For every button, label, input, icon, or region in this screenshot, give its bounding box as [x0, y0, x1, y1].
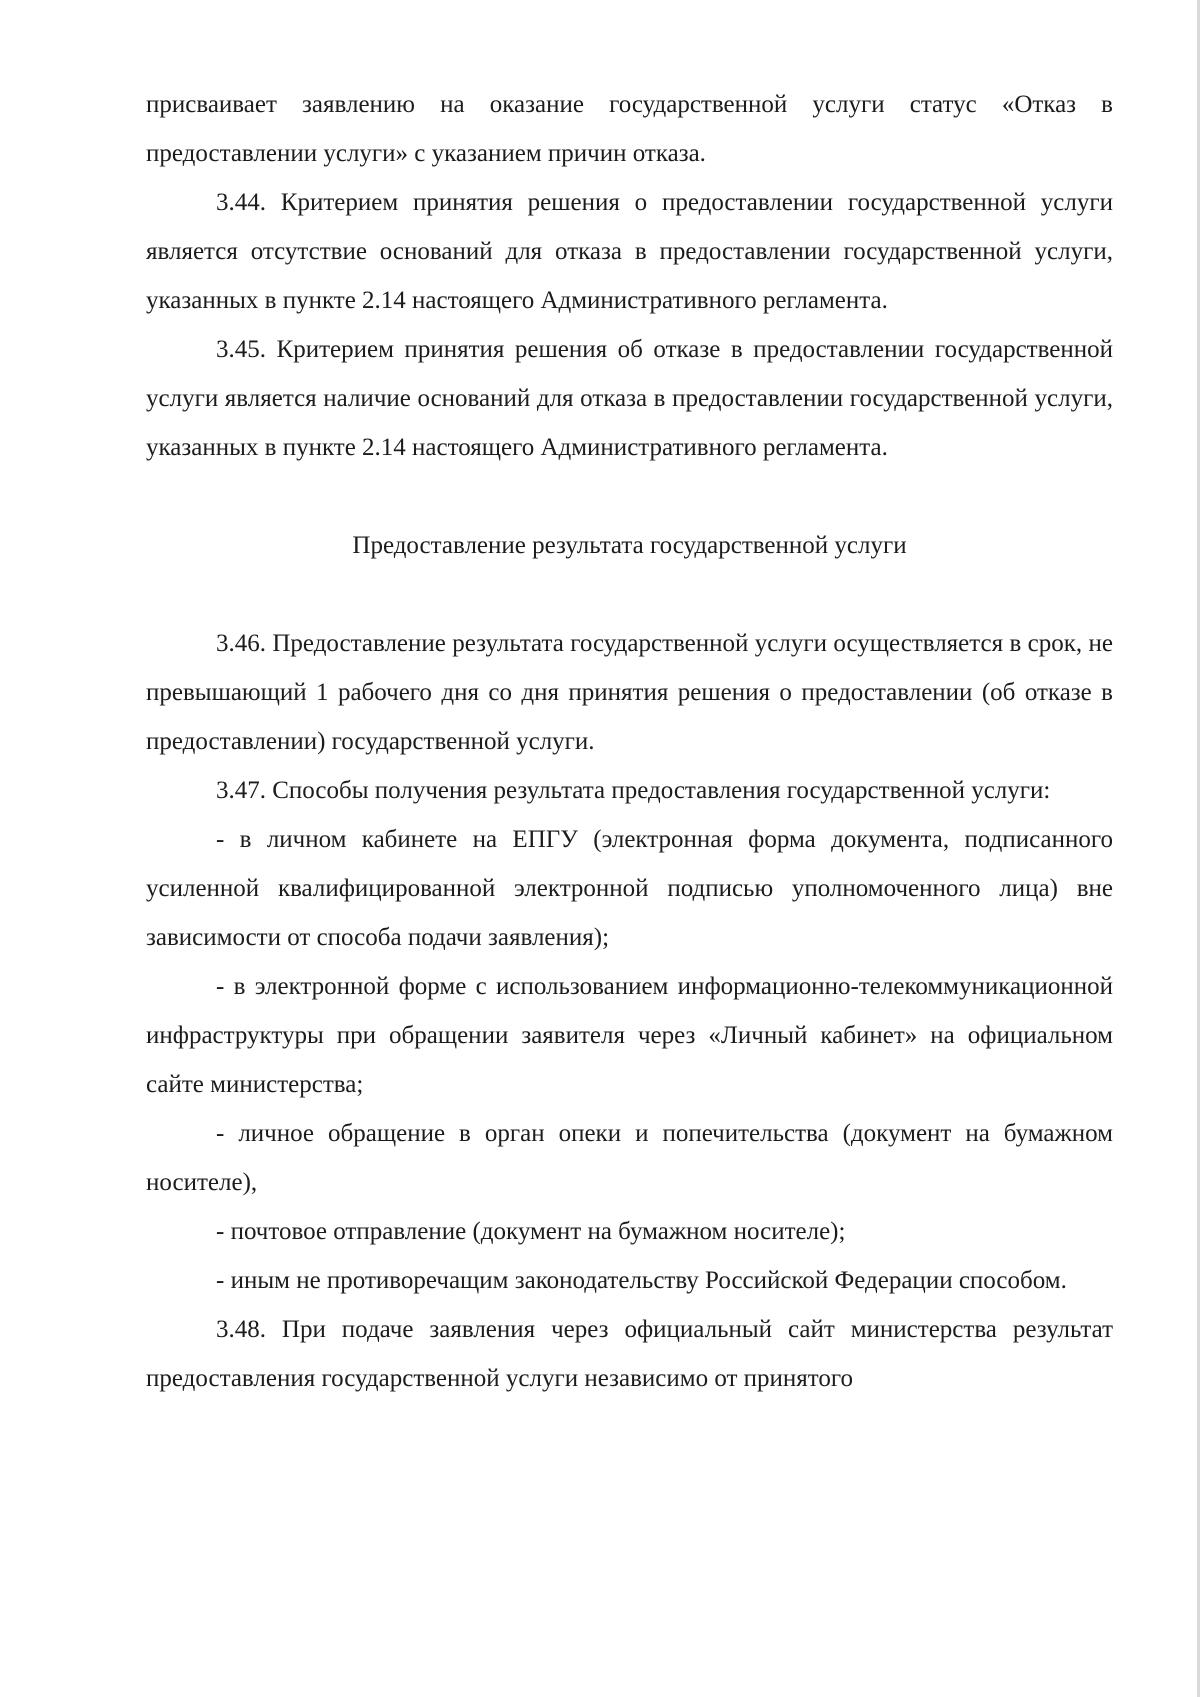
document-body — [146, 80, 1113, 1403]
paragraph-3-48: 3.48. При подаче заявления через официальный сайт министерства результат предоставления государственной услуги независимо от принятого — [146, 1316, 1113, 1392]
paragraph-3-46: 3.46. Предоставление результата государственной услуги осуществляется в срок, не превышающий 1 рабочего дня со дня принятия решения о предоставлении (об отказе в предоставлении) государственной услуги. — [146, 630, 1113, 755]
list-item-other-method: - иным не противоречащим законодательству Российской Федерации способом. — [216, 1267, 1067, 1294]
list-item-epgu: - в личном кабинете на ЕПГУ (электронная форма документа, подписанного усиленной квалифицированной электронной подписью уполномоченного лица) вне зависимости от способа подачи заявления); — [146, 826, 1113, 951]
section-heading: Предоставление результата государственной услуги — [352, 532, 907, 559]
paragraph-3-45: 3.45. Критерием принятия решения об отказе в предоставлении государственной услуги является наличие оснований для отказа в предоставлении государственной услуги, указанных в пункте 2.14 настоящего Административного регламента. — [146, 336, 1113, 461]
list-item-postal: - почтовое отправление (документ на бумажном носителе); — [216, 1218, 846, 1245]
list-item-personal-visit: - личное обращение в орган опеки и попечительства (документ на бумажном носителе), — [146, 1120, 1113, 1196]
paragraph-3-47: 3.47. Способы получения результата предоставления государственной услуги: — [216, 777, 1051, 804]
list-item-electronic-form: - в электронной форме с использованием информационно-телекоммуникационной инфраструктуры при обращении заявителя через «Личный кабинет» на официальном сайте министерства; — [146, 973, 1113, 1098]
paragraph-continuation: присваивает заявлению на оказание государственной услуги статус «Отказ в предоставлении услуги» с указанием причин отказа. — [146, 91, 1113, 167]
paragraph-3-44: 3.44. Критерием принятия решения о предоставлении государственной услуги является отсутствие оснований для отказа в предоставлении государственной услуги, указанных в пункте 2.14 настоящего Административного регламента. — [146, 189, 1113, 314]
